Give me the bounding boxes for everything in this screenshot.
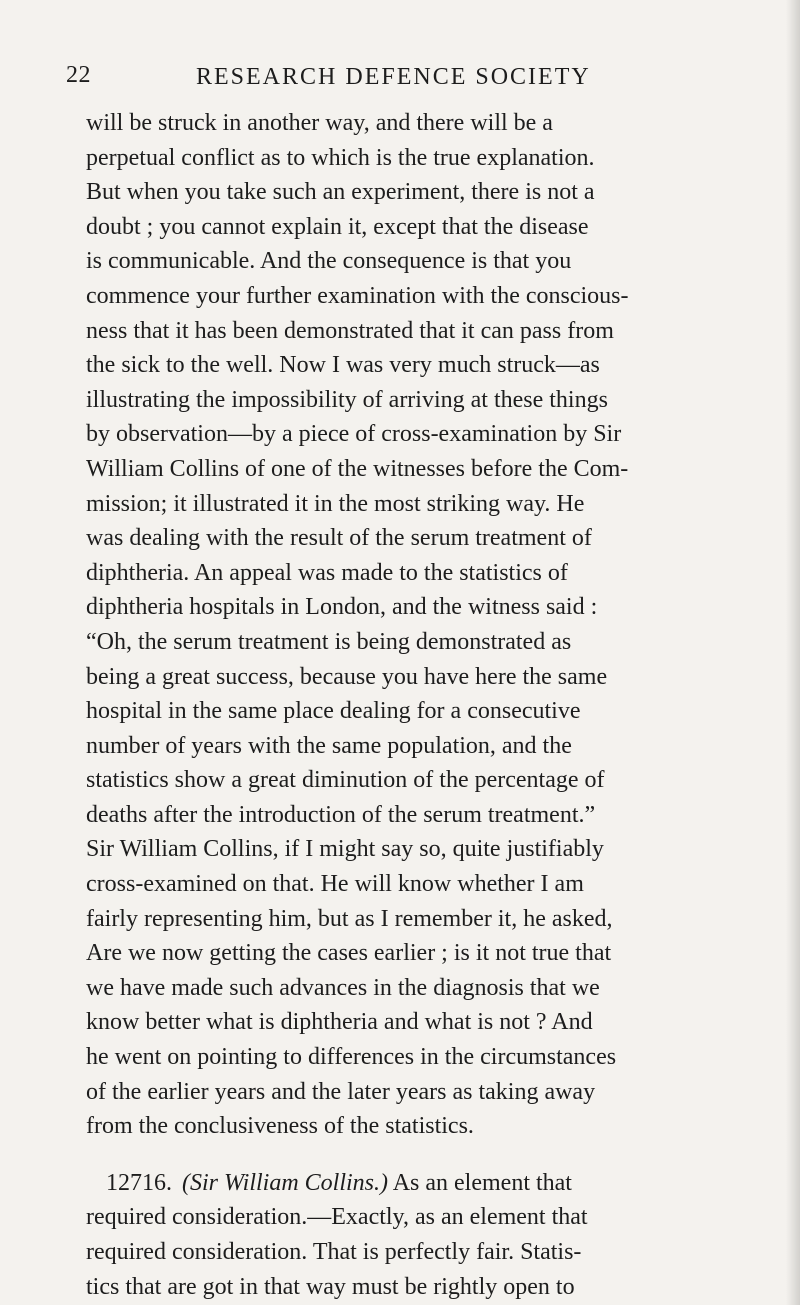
- text-line: from the conclusiveness of the statistics.: [86, 1113, 474, 1140]
- running-title: RESEARCH DEFENCE SOCIETY: [196, 64, 591, 90]
- text-line: cross-examined on that. He will know whether I am: [86, 871, 584, 898]
- text-line: tics that are got in that way must be rightly open to: [86, 1273, 575, 1300]
- question-line-rest: As an element that: [392, 1169, 572, 1196]
- text-line: statistics show a great diminution of the percentage of: [86, 767, 605, 794]
- testimony-question: [86, 1166, 740, 1304]
- page-header: [66, 58, 740, 96]
- text-line: mission; it illustrated it in the most striking way. He: [86, 490, 585, 517]
- text-line: illustrating the impossibility of arriving at these things: [86, 386, 608, 413]
- text-line: But when you take such an experiment, there is not a: [86, 179, 595, 206]
- question-number: 12716.: [106, 1169, 172, 1196]
- text-line: commence your further examination with the conscious-: [86, 282, 629, 309]
- page-edge-shadow: [786, 0, 800, 1305]
- text-line: diphtheria hospitals in London, and the witness said :: [86, 594, 598, 621]
- text-line: he went on pointing to differences in the circumstances: [86, 1044, 617, 1071]
- page-number: 22: [66, 62, 91, 88]
- text-line: Are we now getting the cases earlier ; is it not true that: [86, 940, 612, 967]
- text-line: number of years with the same population, and the: [86, 732, 572, 759]
- text-line: being a great success, because you have here the same: [86, 663, 608, 690]
- text-line: by observation—by a piece of cross-examination by Sir: [86, 421, 622, 448]
- text-line: we have made such advances in the diagnosis that we: [86, 974, 600, 1001]
- text-line: required consideration. That is perfectly fair. Statis-: [86, 1239, 582, 1265]
- text-line: was dealing with the result of the serum treatment of: [86, 525, 592, 552]
- text-line: Sir William Collins, if I might say so, quite justifiably: [86, 836, 604, 863]
- text-line: the sick to the well. Now I was very much struck—as: [86, 352, 600, 379]
- text-line: fairly representing him, but as I remember it, he asked,: [86, 905, 613, 932]
- text-line: deaths after the introduction of the serum treatment.”: [86, 801, 596, 828]
- text-line: required consideration.—Exactly, as an element that: [86, 1204, 588, 1231]
- text-line: doubt ; you cannot explain it, except that the disease: [86, 213, 589, 240]
- text-line: hospital in the same place dealing for a consecutive: [86, 698, 581, 725]
- text-line: is communicable. And the consequence is that you: [86, 248, 572, 275]
- text-line: will be struck in another way, and there will be a: [86, 110, 553, 136]
- text-line: perpetual conflict as to which is the true explanation.: [86, 144, 595, 171]
- body-paragraph: [86, 106, 740, 1144]
- speaker-name: (Sir William Collins.): [182, 1169, 389, 1196]
- text-line: of the earlier years and the later years as taking away: [86, 1078, 596, 1105]
- text-line: William Collins of one of the witnesses before the Com-: [86, 455, 629, 482]
- text-line: diphtheria. An appeal was made to the statistics of: [86, 559, 568, 586]
- text-line: ness that it has been demonstrated that it can pass from: [86, 317, 614, 344]
- text-line: know better what is diphtheria and what is not ? And: [86, 1009, 593, 1036]
- question-first-line: [86, 1166, 740, 1201]
- text-line: “Oh, the serum treatment is being demonstrated as: [86, 628, 572, 655]
